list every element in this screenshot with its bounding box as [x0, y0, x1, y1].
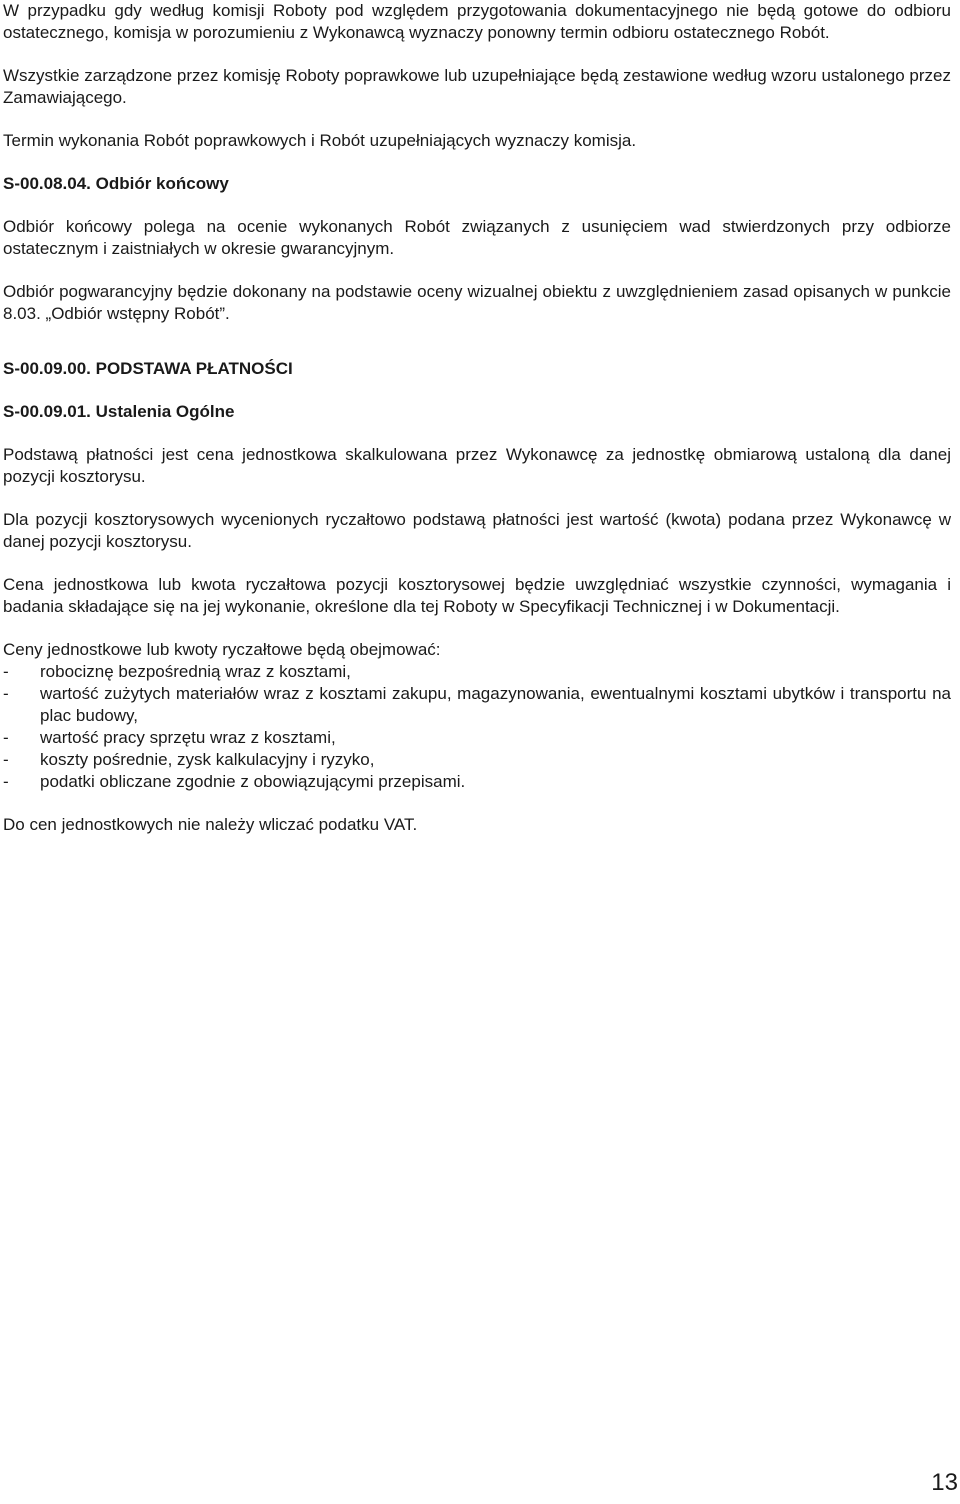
- list-marker: -: [3, 750, 9, 769]
- paragraph-unit-price-scope: Cena jednostkowa lub kwota ryczałtowa pozycji kosztorysowej będzie uwzględniać wszystkie czynności, wymagania i badania składające się na jej wykonanie, określone dla tej Roboty w Specyfikacji Technicznej i w Dokumentacji.: [3, 575, 951, 616]
- list-marker: -: [3, 728, 9, 747]
- list-item-text: koszty pośrednie, zysk kalkulacyjny i ryzyko,: [40, 750, 375, 769]
- page-number: 13: [931, 1469, 958, 1496]
- list-item: [3, 683, 951, 727]
- document-body: [3, 0, 951, 836]
- paragraph-payment-basis: Podstawą płatności jest cena jednostkowa skalkulowana przez Wykonawcę za jednostkę obmiarową ustaloną dla danej pozycji kosztorysu.: [3, 445, 951, 486]
- list-intro: Ceny jednostkowe lub kwoty ryczałtowe będą obejmować:: [3, 640, 441, 659]
- paragraph-lump-sum: Dla pozycji kosztorysowych wycenionych ryczałtowo podstawą płatności jest wartość (kwota) podana przez Wykonawcę w danej pozycji kosztorysu.: [3, 510, 951, 551]
- section-heading-0901: S-00.09.01. Ustalenia Ogólne: [3, 402, 235, 421]
- section-heading-0900: S-00.09.00. PODSTAWA PŁATNOŚCI: [3, 359, 293, 378]
- paragraph-post-warranty: Odbiór pogwarancyjny będzie dokonany na podstawie oceny wizualnej obiektu z uwzględnieniem zasad opisanych w punkcie 8.03. „Odbiór wstępny Robót”.: [3, 282, 951, 323]
- list-item-text: wartość pracy sprzętu wraz z kosztami,: [40, 728, 336, 747]
- list-item: [3, 727, 951, 749]
- list-item: [3, 661, 951, 683]
- paragraph-vat-note: Do cen jednostkowych nie należy wliczać podatku VAT.: [3, 815, 418, 834]
- cost-components-list: [3, 661, 951, 793]
- list-marker: -: [3, 772, 9, 791]
- list-item-text: robociznę bezpośrednią wraz z kosztami,: [40, 662, 351, 681]
- paragraph-corrective-works: Wszystkie zarządzone przez komisję Roboty poprawkowe lub uzupełniające będą zestawione według wzoru ustalonego przez Zamawiającego.: [3, 66, 951, 107]
- paragraph-corrective-deadline: Termin wykonania Robót poprawkowych i Robót uzupełniających wyznaczy komisja.: [3, 131, 637, 150]
- list-item-text: podatki obliczane zgodnie z obowiązującymi przepisami.: [40, 772, 466, 791]
- list-item: [3, 771, 951, 793]
- list-item: [3, 749, 951, 771]
- paragraph-final-acceptance: Odbiór końcowy polega na ocenie wykonanych Robót związanych z usunięciem wad stwierdzonych przy odbiorze ostatecznym i zaistniałych w okresie gwarancyjnym.: [3, 217, 951, 258]
- section-heading-0804: S-00.08.04. Odbiór końcowy: [3, 174, 229, 193]
- paragraph-final-acceptance-date: W przypadku gdy według komisji Roboty pod względem przygotowania dokumentacyjnego nie będą gotowe do odbioru ostatecznego, komisja w porozumieniu z Wykonawcą wyznaczy ponowny termin odbioru ostatecznego Robót.: [3, 1, 951, 42]
- list-marker: -: [3, 662, 9, 681]
- list-item-text: wartość zużytych materiałów wraz z kosztami zakupu, magazynowania, ewentualnymi kosztami ubytków i transportu na plac budowy,: [40, 684, 951, 725]
- list-marker: -: [3, 684, 9, 703]
